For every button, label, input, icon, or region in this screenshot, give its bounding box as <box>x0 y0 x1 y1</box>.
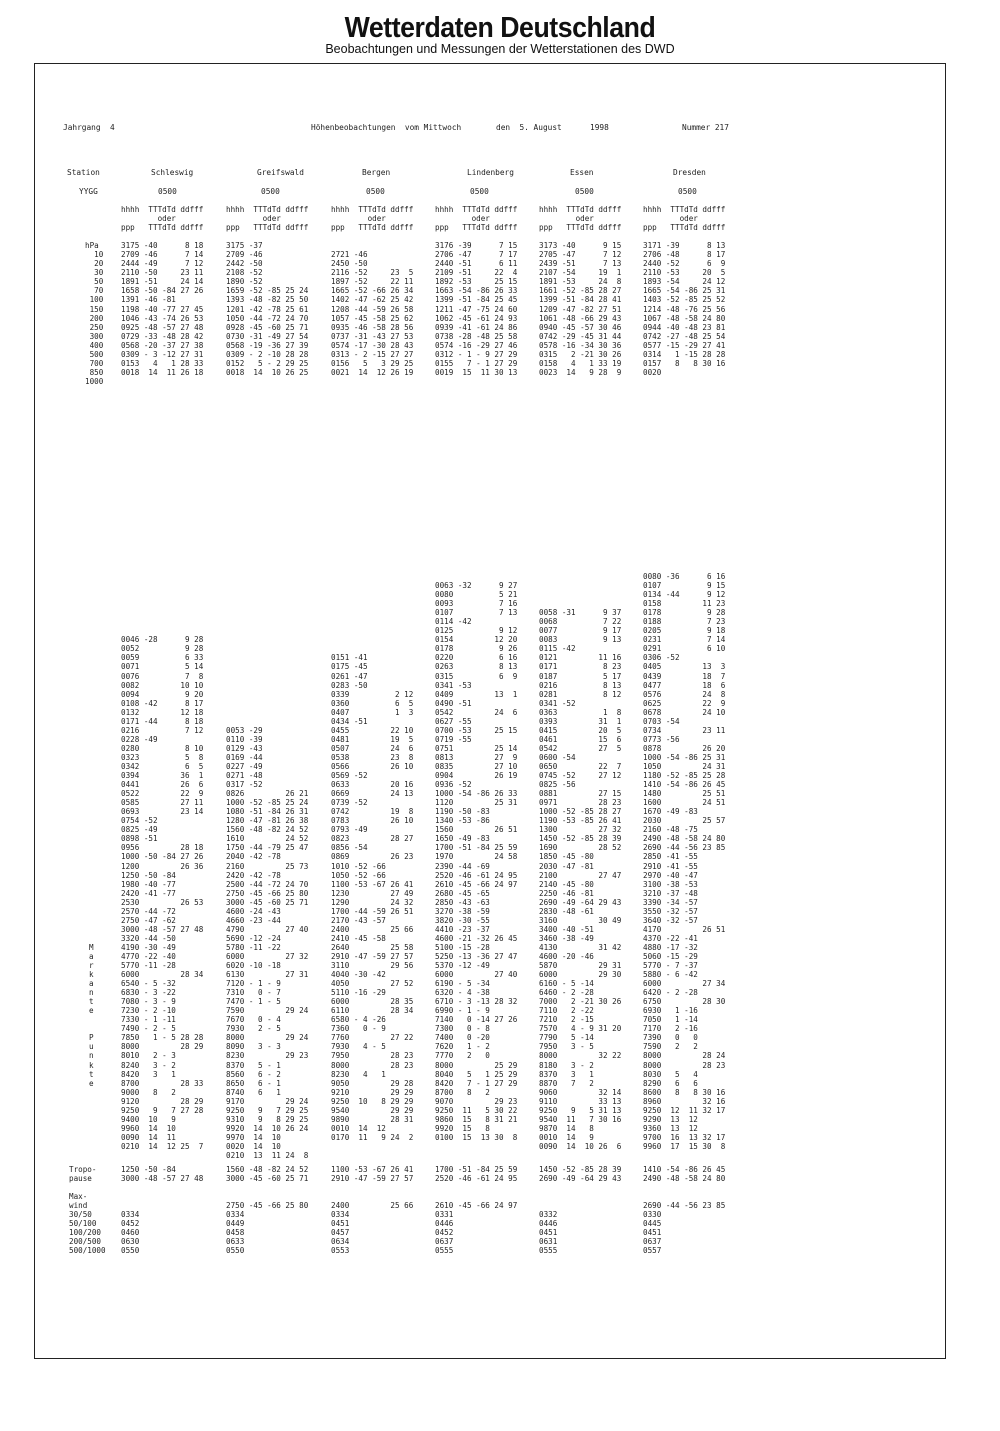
station-name-greifswald: Greifswald <box>257 168 304 177</box>
bergen-levels: hhhh TTTdTd ddfff oder ppp TTTdTd ddfff 2721 -46 2450 -50 2116 -52 23 5 1897 -52 22 11 1665 -52 -66 26 34 1402 -47 -62 25 42 1208 -44 -59 26 58 1057 -45 -58 25 62 0935 -46 -58 28 56 0737 -31 -43 27 53 0574 -17 -30 28 43 0313 - 2 -15 27 27 0156 5 3 29 25 0021 14 12 26 19 <box>331 205 414 377</box>
page-subtitle: Beobachtungen und Messungen der Wetterstationen des DWD <box>325 42 675 56</box>
schleswig-levels: hhhh TTTdTd ddfff oder ppp TTTdTd ddfff 3175 -40 8 18 2709 -46 7 14 2444 -49 7 12 2110 -50 23 11 1891 -51 24 14 1658 -50 -84 27 26 1391 -46 -81 1198 -40 -77 27 45 1046 -43 -74 26 53 0925 -48 -57 27 48 0729 -33 -48 28 42 0568 -20 -37 27 38 0309 - 3 -12 27 31 0153 4 1 28 33 0018 14 11 26 18 <box>121 205 204 377</box>
yygg-dresden: 0500 <box>678 187 697 196</box>
lindenberg-points: 0063 -32 9 27 0080 5 21 0093 7 16 0107 7 13 0114 -42 0125 9 12 0154 12 20 0178 9 26 0220 6 16 0263 8 13 0315 6 9 0341 -53 0409 13 1 0490 -51 0542 24 6 0627 -55 0700 -53 25 15 0719 -55 0751 25 14 0813 27 9 0835 27 10 0904 26 19 0936 -52 1000 -54 -86 26 33 1120 25 31 1190 -50 -83 1340 -53 -86 1560 26 51 1650 -49 -83 1700 -51 -84 25 59 1970 24 58 2390 -44 -69 2520 -46 -61 24 95 2610 -45 -66 24 97 2680 -45 -65 2850 -43 -63 3270 -38 -59 3820 -30 -55 4410 -23 -37 4600 -21 -32 26 45 5100 -15 -28 5250 -13 -36 27 47 5370 -12 -49 6000 27 40 6190 - 5 -34 6320 - 4 -38 6710 - 3 -13 28 32 6990 - 1 - 9 7140 0 -14 27 26 7300 0 - 8 7400 0 -20 7620 1 - 2 7770 2 0 8000 25 29 8040 5 1 25 29 8420 7 - 1 27 29 8700 8 2 9070 29 23 9250 11 5 30 22 9860 15 8 31 21 9920 15 8 0100 15 13 30 8 <box>435 581 518 1142</box>
station-label: Station <box>67 168 100 177</box>
station-name-schleswig: Schleswig <box>151 168 194 177</box>
station-name-essen: Essen <box>570 168 594 177</box>
tropo-wind-labels: Tropo- pause Max- wind 30/50 50/100 100/200 200/500 500/1000 <box>69 1165 106 1256</box>
essen-tropo-wind: 1450 -52 -85 28 39 2690 -49 -64 29 43 0332 0446 0451 0631 0555 <box>539 1165 622 1256</box>
station-name-lindenberg: Lindenberg <box>467 168 514 177</box>
schleswig-tropo-wind: 1250 -50 -84 3000 -48 -57 27 48 0334 0452 0460 0630 0550 <box>121 1165 204 1256</box>
dresden-points: 0080 -36 6 16 0107 9 15 0134 -44 9 12 0158 11 23 0178 9 28 0188 7 23 0205 9 18 0231 7 14 0291 6 10 0306 -52 0405 13 3 0439 18 7 0477 18 6 0576 24 8 0625 22 9 0678 24 10 0703 -54 0734 23 11 0773 -56 0878 26 20 1000 -54 -86 25 31 1050 24 31 1180 -52 -85 25 28 1410 -54 -86 26 45 1480 25 51 1600 24 51 1670 -49 -83 2030 25 57 2160 -48 -75 2490 -48 -58 24 80 2690 -44 -56 23 85 2850 -41 -55 2910 -41 -55 2970 -40 -47 3100 -38 -53 3210 -37 -48 3390 -34 -57 3550 -32 -57 3640 -32 -57 4170 26 51 4370 -22 -41 4880 -17 -32 5060 -15 -29 5770 - 7 -37 5880 - 6 -42 6000 27 34 6420 - 2 -28 6750 28 30 6930 1 -16 7050 1 -14 7170 2 -16 7390 0 0 7590 2 2 8000 28 24 8000 28 23 8030 5 4 8290 6 6 8600 8 8 30 16 8960 32 16 9250 12 11 32 17 9290 13 12 9360 13 12 9700 16 13 32 17 9960 17 15 30 8 <box>643 572 726 1151</box>
station-name-dresden: Dresden <box>673 168 706 177</box>
yygg-lindenberg: 0500 <box>470 187 489 196</box>
lindenberg-levels: hhhh TTTdTd ddfff oder ppp TTTdTd ddfff 3176 -39 7 15 2706 -47 7 17 2440 -51 6 11 2109 -51 22 4 1892 -53 25 15 1663 -54 -86 26 33 1399 -51 -84 25 45 1211 -47 -75 24 60 1062 -45 -61 24 93 0939 -41 -61 24 86 0738 -28 -48 25 58 0574 -16 -29 27 46 0312 - 1 - 9 27 29 0155 7 - 1 27 29 0019 15 11 30 13 <box>435 205 518 377</box>
report-year: 1998 <box>590 123 609 132</box>
dresden-tropo-wind: 1410 -54 -86 26 45 2490 -48 -58 24 80 2690 -44 -56 23 85 0330 0445 0451 0637 0557 <box>643 1165 726 1256</box>
report-number: Nummer 217 <box>682 123 729 132</box>
bergen-tropo-wind: 1100 -53 -67 26 41 2910 -47 -59 27 57 2400 25 66 0334 0451 0457 0634 0553 <box>331 1165 414 1256</box>
greifswald-levels: hhhh TTTdTd ddfff oder ppp TTTdTd ddfff 3175 -37 2709 -46 2442 -50 2108 -52 1890 -52 1659 -52 -85 25 24 1393 -48 -82 25 50 1201 -42 -78 25 61 1050 -44 -72 24 70 0928 -45 -60 25 71 0730 -31 -49 27 54 0568 -19 -36 27 39 0309 - 2 -10 28 28 0152 5 - 2 29 25 0018 14 10 26 25 <box>226 205 309 377</box>
greifswald-points: 0053 -29 0110 -39 0129 -43 0169 -44 0227 -49 0271 -48 0317 -52 0826 26 21 1000 -52 -85 25 24 1080 -51 -84 26 31 1280 -47 -81 26 38 1560 -48 -82 24 52 1610 24 52 1750 -44 -79 25 47 2040 -42 -78 2160 25 73 2420 -42 -78 2500 -44 -72 24 70 2750 -45 -66 25 80 3000 -45 -60 25 71 4600 -24 -43 4660 -23 -44 4790 27 40 5690 -12 -24 5780 -11 -22 6000 27 32 6020 -10 -18 6130 27 31 7120 - 1 - 9 7310 0 - 7 7470 - 1 - 5 7590 29 24 7670 0 - 4 7930 2 - 5 8000 29 24 8090 3 - 3 8230 29 23 8370 5 - 1 8560 6 - 2 8650 6 - 1 8740 6 1 9170 29 24 9250 9 7 29 25 9310 9 8 29 25 9920 14 10 26 24 9970 14 10 0020 14 10 0210 13 11 24 8 <box>226 725 309 1160</box>
yygg-bergen: 0500 <box>366 187 385 196</box>
essen-points: 0058 -31 9 37 0068 7 22 0077 9 17 0083 9 13 0115 -42 0121 11 16 0171 8 23 0187 5 17 0216 8 13 0281 8 12 0341 -52 0363 1 8 0393 31 1 0415 20 5 0461 15 6 0542 27 5 0600 -54 0650 22 7 0745 -52 27 12 0825 -56 0881 27 15 0971 28 23 1000 -52 -85 28 27 1190 -53 -85 26 41 1300 27 32 1450 -52 -85 28 39 1690 28 52 1850 -45 -80 2030 -47 -81 2100 27 47 2140 -45 -80 2250 -46 -81 2690 -49 -64 29 43 2830 -48 -61 3160 30 49 3400 -40 -51 3460 -38 -49 4130 31 42 4600 -20 -46 5870 29 31 6000 29 30 6160 - 5 -14 6460 - 2 -28 7000 2 -21 30 26 7110 2 -22 7210 2 -15 7570 4 - 9 31 20 7790 5 -14 7950 3 - 5 8000 32 22 8180 3 - 2 8370 3 1 8870 7 2 9060 32 14 9110 33 13 9250 9 5 31 13 9540 11 7 30 16 9870 14 8 0010 14 9 0090 14 10 26 6 <box>539 608 622 1151</box>
markante-punkte-label: M a r k a n t e P u n k t e <box>89 942 94 1088</box>
yygg-schleswig: 0500 <box>158 187 177 196</box>
lindenberg-tropo-wind: 1700 -51 -84 25 59 2520 -46 -61 24 95 2610 -45 -66 24 97 0331 0446 0452 0637 0555 <box>435 1165 518 1256</box>
yygg-label: YYGG <box>79 187 98 196</box>
dresden-levels: hhhh TTTdTd ddfff oder ppp TTTdTd ddfff 3171 -39 8 13 2706 -48 8 17 2440 -52 6 9 2110 -53 20 5 1893 -54 24 12 1665 -54 -86 25 31 1403 -52 -85 25 52 1214 -48 -76 25 56 1067 -48 -58 24 80 0944 -40 -48 23 81 0742 -27 -48 25 54 0577 -15 -29 27 41 0314 1 -15 28 28 0157 8 8 30 16 0020 <box>643 205 726 377</box>
schleswig-points: 0046 -28 9 28 0052 9 28 0059 6 33 0071 5 14 0076 7 8 0082 10 10 0094 9 20 0108 -42 8 17 0132 12 18 0171 -44 8 18 0216 7 12 0228 -49 0280 8 10 0323 5 8 0342 6 5 0394 36 1 0441 26 6 0522 22 9 0585 27 11 0693 23 14 0754 -52 0825 -49 0898 -51 0956 28 18 1000 -50 -84 27 26 1200 26 36 1250 -50 -84 1980 -40 -77 2420 -41 -77 2530 26 53 2570 -44 -72 2750 -47 -62 3000 -48 -57 27 48 3320 -44 -50 4190 -30 -49 4770 -22 -40 5770 -11 -28 6000 28 34 6540 - 5 -32 6830 - 3 -22 7080 - 3 - 9 7230 - 2 -10 7330 - 1 -11 7490 - 2 - 5 7850 1 - 5 28 28 8000 28 29 8010 2 - 3 8240 3 - 2 8420 3 1 8700 28 33 9000 8 2 9120 28 29 9250 9 7 27 28 9400 10 9 9960 14 10 0090 14 11 0210 14 12 25 7 <box>121 635 204 1151</box>
page-title: Wetterdaten Deutschland <box>344 12 656 44</box>
station-name-bergen: Bergen <box>362 168 391 177</box>
report-title: Höhenbeobachtungen vom Mittwoch <box>311 123 462 132</box>
yygg-greifswald: 0500 <box>261 187 280 196</box>
essen-levels: hhhh TTTdTd ddfff oder ppp TTTdTd ddfff 3173 -40 9 15 2705 -47 7 12 2439 -51 7 13 2107 -54 19 1 1891 -53 24 8 1661 -52 -85 28 27 1399 -51 -84 28 41 1209 -47 -82 27 51 1061 -48 -66 29 43 0940 -45 -57 30 46 0742 -29 -45 31 44 0578 -16 -34 30 36 0315 2 -21 30 26 0158 4 1 33 19 0023 14 9 28 9 <box>539 205 622 377</box>
jahrgang: Jahrgang 4 <box>63 123 115 132</box>
bergen-points: 0151 -41 0175 -45 0261 -47 0283 -50 0339 2 12 0360 6 5 0407 1 3 0434 -51 0455 22 10 0481 19 5 0507 24 6 0538 23 8 0566 26 10 0569 -52 0633 20 16 0669 24 13 0739 -52 0742 19 8 0783 26 10 0793 -49 0823 28 27 0856 -54 0869 26 23 1010 -52 -66 1050 -52 -66 1100 -53 -67 26 41 1230 27 49 1290 24 32 1700 -44 -59 26 51 2170 -43 -57 2400 25 66 2410 -45 -58 2640 25 58 2910 -47 -59 27 57 3110 29 56 4040 -30 -42 4050 27 52 5110 -16 -29 6000 28 35 6110 28 34 6580 - 4 -26 7360 0 - 9 7760 27 22 7930 4 - 5 7950 28 23 8000 28 23 8230 4 1 9050 29 28 9210 29 29 9250 10 8 29 29 9540 29 29 9890 28 31 0010 14 12 0170 11 9 24 2 <box>331 653 414 1142</box>
greifswald-tropo-wind: 1560 -48 -82 24 52 3000 -45 -60 25 71 2750 -45 -66 25 80 0334 0449 0458 0633 0550 <box>226 1165 309 1256</box>
report-date: den 5. August <box>496 123 562 132</box>
pressure-level-labels: hPa 10 20 30 50 70 100 150 200 250 300 400 500 700 850 1000 <box>85 241 104 386</box>
yygg-essen: 0500 <box>575 187 594 196</box>
